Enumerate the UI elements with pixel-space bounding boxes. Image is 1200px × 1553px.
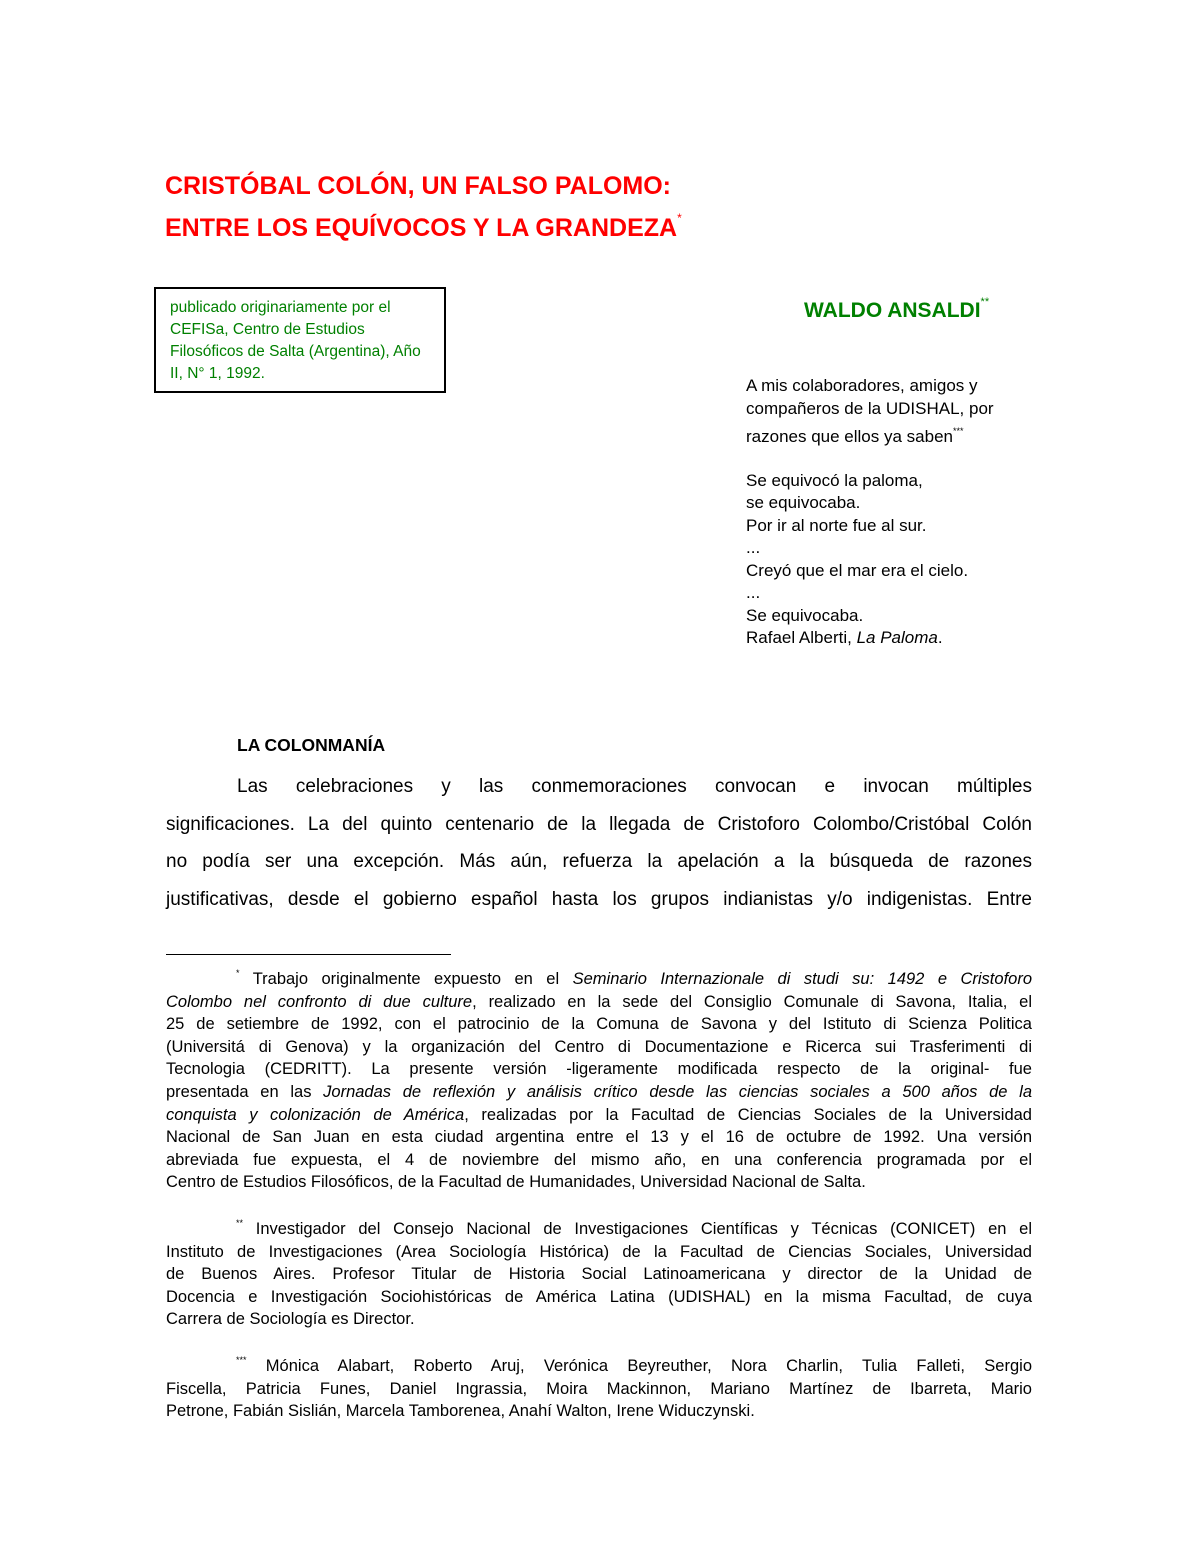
title-line-2: [165, 202, 682, 244]
footnote-text: , realizadas por la Facultad de Ciencias Sociales de la Universidad: [464, 1105, 1032, 1124]
footnote-italic: Seminario Internazionale di studi su: 1492 e Cristoforo: [572, 970, 1032, 988]
epigraph-line: Se equivocaba.: [746, 605, 864, 625]
footnote-line: Fiscella, Patricia Funes, Daniel Ingrassia, Moira Mackinnon, Mariano Martínez de Ibarreta, Mario: [166, 1379, 1032, 1398]
footnotes: [166, 962, 1032, 1441]
footnote-line: [166, 991, 1032, 1014]
footnote-1: [166, 962, 1032, 1194]
epigraph-attribution: [746, 627, 1076, 650]
footnote-mark: ***: [236, 1354, 247, 1365]
epigraph-gap: [746, 449, 1076, 470]
attribution-end: .: [937, 628, 943, 647]
footnote-line: [166, 1349, 1032, 1378]
epigraph-block: [746, 375, 1076, 650]
author-name: [804, 296, 989, 323]
body-line: significaciones. La del quinto centenario de la llegada de Cristoforo Colombo/Cristóbal Colón: [166, 813, 1032, 835]
footnote-line: Tecnologia (CEDRITT). La presente versión -ligeramente modificada respecto de la original- fue: [166, 1060, 1032, 1079]
footnote-text: Trabajo originalmente expuesto en el: [239, 970, 573, 988]
footnote-2: [166, 1212, 1032, 1331]
footnote-line: Carrera de Sociología es Director.: [166, 1310, 415, 1329]
author-name-text: WALDO ANSALDI: [804, 299, 981, 322]
footnote-line: [166, 1081, 1032, 1104]
footnote-text: Investigador del Consejo Nacional de Investigaciones Científicas y Técnicas (CONICET) en el: [243, 1219, 1032, 1238]
dedication-footnote-mark[interactable]: ***: [952, 426, 964, 436]
footnote-italic: Colombo nel confronto di due culture: [166, 992, 473, 1011]
footnote-mark: *: [236, 968, 240, 978]
attribution-work: La Paloma: [856, 628, 938, 647]
footnote-line: (Universitá di Genova) y la organización del Centro di Documentazione e Ricerca sui Trasferimenti di: [166, 1037, 1032, 1056]
footnote-mark: **: [236, 1217, 244, 1228]
publication-note-box: publicado originariamente por el CEFISa, Centro de Estudios Filosóficos de Salta (Argentina), Año II, N° 1, 1992.: [154, 287, 446, 393]
dedication-line-text: razones que ellos ya saben: [746, 427, 953, 446]
body-line: justificativas, desde el gobierno español hasta los grupos indianistas y/o indigenistas. Entre: [166, 888, 1032, 910]
dedication-line: compañeros de la UDISHAL, por: [746, 398, 994, 418]
footnote-text: presentada en las: [166, 1082, 324, 1101]
footnote-line: de Buenos Aires. Profesor Titular de Historia Social Latinoamericana y director de la Unidad de: [166, 1265, 1032, 1284]
epigraph-line: ...: [746, 538, 761, 557]
footnote-line: 25 de setiembre de 1992, con el patrocinio de la Comuna de Savona y del Istituto di Scienza Politica: [166, 1015, 1032, 1034]
dedication-line: A mis colaboradores, amigos y: [746, 376, 978, 395]
footnote-line: abreviada fue expuesta, el 4 de noviembre del mismo año, en una conferencia programada por el: [166, 1150, 1032, 1169]
footnote-line: Petrone, Fabián Sislián, Marcela Tamborenea, Anahí Walton, Irene Widuczynski.: [166, 1402, 755, 1421]
footnote-line: [166, 1104, 1032, 1127]
footnote-text: Mónica Alabart, Roberto Aruj, Verónica Beyreuther, Nora Charlin, Tulia Falleti, Sergio: [246, 1356, 1032, 1375]
epigraph-line: ...: [746, 583, 761, 602]
body-paragraph: [166, 768, 1032, 918]
footnote-line: Docencia e Investigación Sociohistóricas de América Latina (UDISHAL) en la misma Facultad, de cuya: [166, 1287, 1032, 1306]
author-footnote-mark[interactable]: **: [980, 296, 990, 308]
footnote-line: Centro de Estudios Filosóficos, de la Facultad de Humanidades, Universidad Nacional de Salta.: [166, 1173, 866, 1192]
title-line-2-text: ENTRE LOS EQUÍVOCOS Y LA GRANDEZA: [165, 214, 678, 242]
footnote-line: Nacional de San Juan en esta ciudad argentina entre el 13 y el 16 de octubre de 1992. Una versión: [166, 1128, 1032, 1147]
epigraph-line: se equivocaba.: [746, 493, 861, 512]
section-heading: LA COLONMANÍA: [237, 735, 386, 755]
footnote-italic: Jornadas de reflexión y análisis crítico desde las ciencias sociales a 500 años de la: [323, 1082, 1032, 1101]
attribution-author: Rafael Alberti,: [746, 628, 857, 647]
footnote-text: , realizado en la sede del Consiglio Comunale di Savona, Italia, el: [472, 992, 1032, 1011]
body-line: no podía ser una excepción. Más aún, refuerza la apelación a la búsqueda de razones: [166, 851, 1032, 872]
title-line-1: CRISTÓBAL COLÓN, UN FALSO PALOMO:: [165, 172, 672, 200]
footnote-separator: [166, 954, 451, 955]
footnote-italic: conquista y colonización de América: [166, 1105, 465, 1124]
document-title: [165, 170, 682, 244]
epigraph-line: Se equivocó la paloma,: [746, 470, 923, 490]
title-footnote-mark[interactable]: *: [677, 211, 682, 225]
footnote-line: [166, 1212, 1032, 1241]
epigraph-line: Por ir al norte fue al sur.: [746, 515, 927, 535]
footnote-line: [166, 962, 1032, 991]
dedication-line: [746, 420, 1076, 449]
body-line: Las celebraciones y las conmemoraciones convocan e invocan múltiples: [237, 776, 1032, 797]
epigraph-line: Creyó que el mar era el cielo.: [746, 560, 969, 580]
footnote-line: Instituto de Investigaciones (Area Sociología Histórica) de la Facultad de Ciencias Sociales, Universidad: [166, 1242, 1032, 1261]
footnote-3: [166, 1349, 1032, 1423]
